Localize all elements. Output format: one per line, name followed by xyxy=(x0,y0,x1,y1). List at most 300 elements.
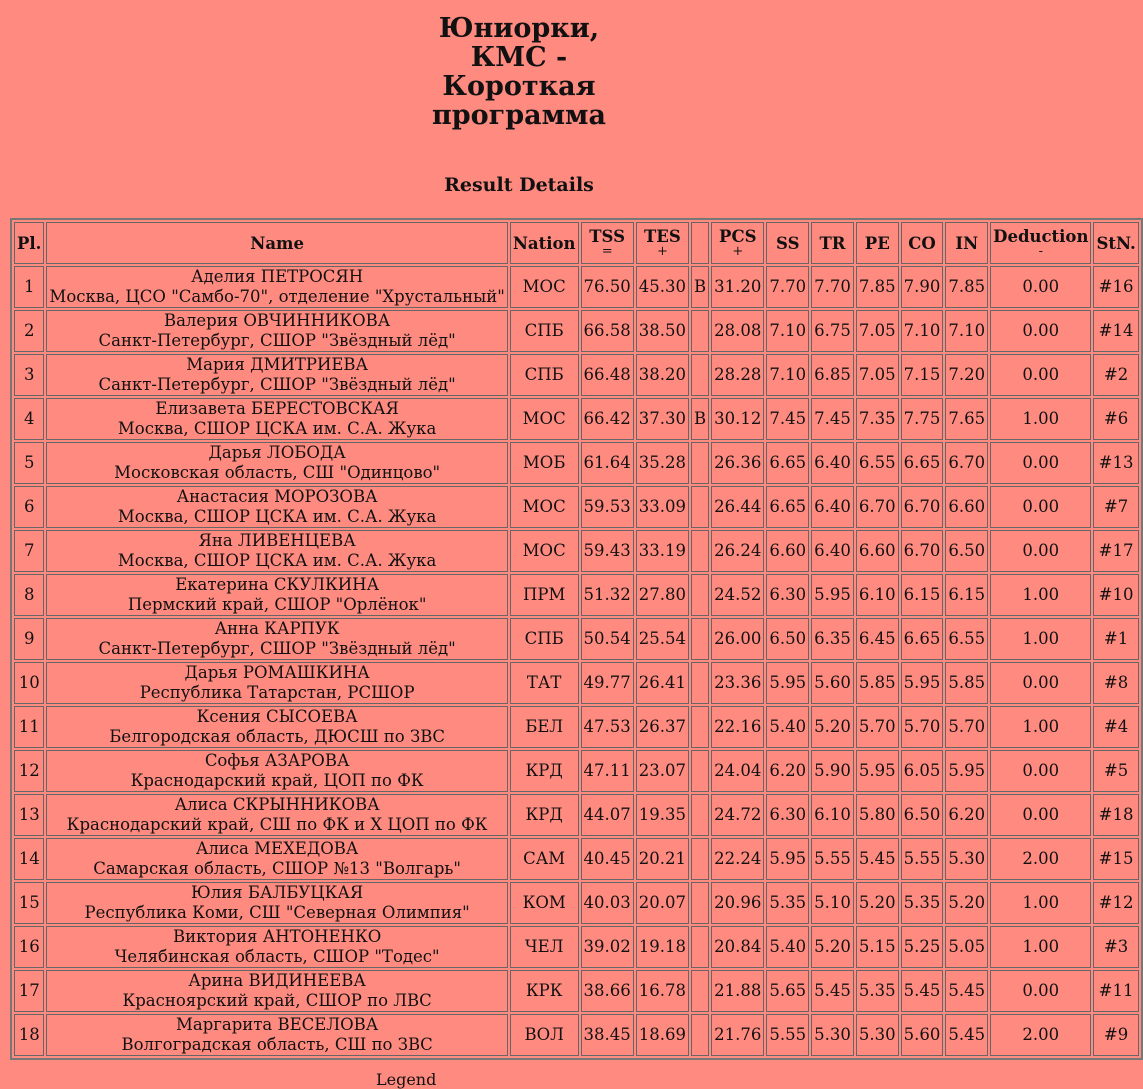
cell-stn: #17 xyxy=(1093,530,1138,572)
cell-nation: МОБ xyxy=(510,442,579,484)
cell-pe: 5.35 xyxy=(856,970,899,1012)
skater-club: Самарская область, СШОР №13 "Волгарь" xyxy=(93,859,461,878)
cell-deduction: 2.00 xyxy=(990,838,1091,880)
cell-tss: 76.50 xyxy=(581,266,634,308)
cell-tr: 6.10 xyxy=(811,794,854,836)
cell-ss: 5.35 xyxy=(766,882,809,924)
cell-pl: 18 xyxy=(14,1014,44,1056)
cell-pe: 7.05 xyxy=(856,354,899,396)
cell-name xyxy=(46,574,507,616)
cell-pcs: 28.28 xyxy=(711,354,764,396)
col-tss: TSS = xyxy=(581,222,634,264)
cell-name xyxy=(46,970,507,1012)
cell-tr: 5.60 xyxy=(811,662,854,704)
cell-co: 6.70 xyxy=(901,530,944,572)
cell-name xyxy=(46,750,507,792)
col-flag xyxy=(691,222,709,264)
skater-name: Екатерина СКУЛКИНА xyxy=(175,575,380,594)
cell-co: 5.70 xyxy=(901,706,944,748)
title-line-4: программа xyxy=(432,100,606,131)
cell-pl: 8 xyxy=(14,574,44,616)
table-row xyxy=(14,574,1139,616)
cell-name xyxy=(46,1014,507,1056)
cell-tes: 23.07 xyxy=(636,750,689,792)
cell-tes: 33.09 xyxy=(636,486,689,528)
cell-name xyxy=(46,882,507,924)
cell-tss: 66.48 xyxy=(581,354,634,396)
col-in: IN xyxy=(945,222,988,264)
table-row xyxy=(14,618,1139,660)
cell-pl: 3 xyxy=(14,354,44,396)
cell-tes: 38.20 xyxy=(636,354,689,396)
cell-tss: 59.53 xyxy=(581,486,634,528)
cell-pcs: 26.00 xyxy=(711,618,764,660)
cell-tes: 26.37 xyxy=(636,706,689,748)
cell-tr: 5.20 xyxy=(811,706,854,748)
cell-pl: 17 xyxy=(14,970,44,1012)
skater-name: Анна КАРПУК xyxy=(214,619,340,638)
cell-deduction: 1.00 xyxy=(990,574,1091,616)
cell-ss: 5.95 xyxy=(766,838,809,880)
cell-pe: 6.60 xyxy=(856,530,899,572)
skater-club: Санкт-Петербург, СШОР "Звёздный лёд" xyxy=(98,331,456,350)
table-row xyxy=(14,970,1139,1012)
cell-deduction: 0.00 xyxy=(990,310,1091,352)
cell-pcs: 28.08 xyxy=(711,310,764,352)
cell-flag xyxy=(691,530,709,572)
cell-tss: 47.11 xyxy=(581,750,634,792)
cell-pe: 5.85 xyxy=(856,662,899,704)
cell-flag xyxy=(691,838,709,880)
cell-nation: КРК xyxy=(510,970,579,1012)
col-deduction: Deduction - xyxy=(990,222,1091,264)
cell-ss: 7.45 xyxy=(766,398,809,440)
cell-stn: #12 xyxy=(1093,882,1138,924)
cell-pe: 6.55 xyxy=(856,442,899,484)
cell-deduction: 0.00 xyxy=(990,750,1091,792)
cell-pl: 15 xyxy=(14,882,44,924)
skater-name: Дарья ЛОБОДА xyxy=(208,443,346,462)
col-name: Name xyxy=(46,222,507,264)
cell-pcs: 24.72 xyxy=(711,794,764,836)
cell-name xyxy=(46,266,507,308)
cell-tr: 6.40 xyxy=(811,486,854,528)
cell-flag: B xyxy=(691,398,709,440)
table-row xyxy=(14,486,1139,528)
cell-ss: 6.50 xyxy=(766,618,809,660)
cell-pl: 1 xyxy=(14,266,44,308)
cell-pe: 5.20 xyxy=(856,882,899,924)
cell-stn: #4 xyxy=(1093,706,1138,748)
cell-pe: 6.10 xyxy=(856,574,899,616)
col-pe: PE xyxy=(856,222,899,264)
cell-tss: 44.07 xyxy=(581,794,634,836)
cell-tr: 5.20 xyxy=(811,926,854,968)
skater-club: Москва, СШОР ЦСКА им. С.А. Жука xyxy=(117,419,437,438)
skater-name: Валерия ОВЧИННИКОВА xyxy=(163,311,391,330)
cell-pe: 7.85 xyxy=(856,266,899,308)
cell-pl: 11 xyxy=(14,706,44,748)
table-header-row xyxy=(14,222,1139,264)
cell-tr: 5.30 xyxy=(811,1014,854,1056)
cell-tss: 47.53 xyxy=(581,706,634,748)
skater-club: Белгородская область, ДЮСШ по ЗВС xyxy=(109,727,445,746)
results-table xyxy=(10,218,1143,1060)
skater-club: Пермский край, СШОР "Орлёнок" xyxy=(127,595,427,614)
cell-pl: 9 xyxy=(14,618,44,660)
cell-in: 6.70 xyxy=(945,442,988,484)
skater-name: Мария ДМИТРИЕВА xyxy=(186,355,369,374)
cell-co: 6.05 xyxy=(901,750,944,792)
cell-pl: 14 xyxy=(14,838,44,880)
skater-name: Алиса МЕХЕДОВА xyxy=(195,839,359,858)
skater-name: Елизавета БЕРЕСТОВСКАЯ xyxy=(155,399,399,418)
cell-in: 6.55 xyxy=(945,618,988,660)
cell-tr: 5.45 xyxy=(811,970,854,1012)
cell-deduction: 0.00 xyxy=(990,442,1091,484)
cell-pl: 6 xyxy=(14,486,44,528)
cell-in: 6.60 xyxy=(945,486,988,528)
cell-flag xyxy=(691,354,709,396)
skater-name: Алиса СКРЫННИКОВА xyxy=(174,795,380,814)
cell-tes: 38.50 xyxy=(636,310,689,352)
cell-nation: КОМ xyxy=(510,882,579,924)
skater-club: Волгоградская область, СШ по ЗВС xyxy=(121,1035,433,1054)
cell-pcs: 26.36 xyxy=(711,442,764,484)
skater-name: Арина ВИДИНЕЕВА xyxy=(188,971,366,990)
cell-ss: 5.55 xyxy=(766,1014,809,1056)
cell-pcs: 20.84 xyxy=(711,926,764,968)
cell-name xyxy=(46,794,507,836)
cell-in: 6.15 xyxy=(945,574,988,616)
cell-co: 7.75 xyxy=(901,398,944,440)
cell-pe: 5.45 xyxy=(856,838,899,880)
skater-name: Анастасия МОРОЗОВА xyxy=(176,487,378,506)
cell-in: 7.65 xyxy=(945,398,988,440)
cell-flag xyxy=(691,794,709,836)
result-details-heading: Result Details xyxy=(444,174,594,196)
cell-pcs: 31.20 xyxy=(711,266,764,308)
cell-flag xyxy=(691,442,709,484)
cell-pcs: 30.12 xyxy=(711,398,764,440)
cell-deduction: 0.00 xyxy=(990,530,1091,572)
cell-stn: #7 xyxy=(1093,486,1138,528)
cell-deduction: 2.00 xyxy=(990,1014,1091,1056)
cell-ss: 7.70 xyxy=(766,266,809,308)
cell-pcs: 26.24 xyxy=(711,530,764,572)
cell-pl: 10 xyxy=(14,662,44,704)
col-pcs: PCS + xyxy=(711,222,764,264)
cell-co: 5.25 xyxy=(901,926,944,968)
cell-tr: 5.10 xyxy=(811,882,854,924)
cell-pe: 5.15 xyxy=(856,926,899,968)
skater-club: Москва, СШОР ЦСКА им. С.А. Жука xyxy=(117,551,437,570)
cell-pe: 6.70 xyxy=(856,486,899,528)
cell-tss: 49.77 xyxy=(581,662,634,704)
cell-stn: #2 xyxy=(1093,354,1138,396)
cell-co: 5.95 xyxy=(901,662,944,704)
cell-nation: КРД xyxy=(510,794,579,836)
cell-pcs: 22.24 xyxy=(711,838,764,880)
cell-flag xyxy=(691,1014,709,1056)
cell-co: 7.15 xyxy=(901,354,944,396)
table-row xyxy=(14,882,1139,924)
cell-tss: 50.54 xyxy=(581,618,634,660)
skater-club: Москва, СШОР ЦСКА им. С.А. Жука xyxy=(117,507,437,526)
cell-flag xyxy=(691,662,709,704)
cell-deduction: 1.00 xyxy=(990,618,1091,660)
cell-name xyxy=(46,662,507,704)
cell-co: 5.60 xyxy=(901,1014,944,1056)
cell-tss: 61.64 xyxy=(581,442,634,484)
cell-name xyxy=(46,618,507,660)
col-pl: Pl. xyxy=(14,222,44,264)
cell-nation: ТАТ xyxy=(510,662,579,704)
cell-flag xyxy=(691,706,709,748)
cell-stn: #15 xyxy=(1093,838,1138,880)
cell-in: 6.50 xyxy=(945,530,988,572)
cell-co: 6.65 xyxy=(901,442,944,484)
table-row xyxy=(14,706,1139,748)
skater-club: Челябинская область, СШОР "Тодес" xyxy=(114,947,440,966)
cell-co: 5.55 xyxy=(901,838,944,880)
table-row xyxy=(14,794,1139,836)
cell-stn: #16 xyxy=(1093,266,1138,308)
cell-in: 5.20 xyxy=(945,882,988,924)
cell-nation: ПРМ xyxy=(510,574,579,616)
cell-ss: 6.20 xyxy=(766,750,809,792)
cell-stn: #9 xyxy=(1093,1014,1138,1056)
cell-tr: 6.35 xyxy=(811,618,854,660)
cell-in: 5.85 xyxy=(945,662,988,704)
cell-co: 7.90 xyxy=(901,266,944,308)
cell-pl: 12 xyxy=(14,750,44,792)
cell-co: 5.35 xyxy=(901,882,944,924)
cell-tr: 5.90 xyxy=(811,750,854,792)
cell-pcs: 20.96 xyxy=(711,882,764,924)
cell-tss: 38.66 xyxy=(581,970,634,1012)
cell-deduction: 1.00 xyxy=(990,398,1091,440)
cell-tes: 20.07 xyxy=(636,882,689,924)
cell-tes: 19.35 xyxy=(636,794,689,836)
cell-ss: 7.10 xyxy=(766,354,809,396)
cell-in: 5.45 xyxy=(945,1014,988,1056)
cell-pcs: 21.88 xyxy=(711,970,764,1012)
cell-stn: #11 xyxy=(1093,970,1138,1012)
cell-tr: 6.75 xyxy=(811,310,854,352)
cell-nation: СПБ xyxy=(510,310,579,352)
cell-in: 5.45 xyxy=(945,970,988,1012)
cell-tss: 59.43 xyxy=(581,530,634,572)
cell-tr: 6.40 xyxy=(811,442,854,484)
cell-pcs: 24.04 xyxy=(711,750,764,792)
cell-pe: 5.95 xyxy=(856,750,899,792)
cell-co: 6.65 xyxy=(901,618,944,660)
skater-club: Санкт-Петербург, СШОР "Звёздный лёд" xyxy=(98,639,456,658)
title-line-2: КМС - xyxy=(470,42,568,73)
cell-deduction: 0.00 xyxy=(990,266,1091,308)
cell-ss: 6.65 xyxy=(766,486,809,528)
cell-pl: 7 xyxy=(14,530,44,572)
cell-nation: МОС xyxy=(510,486,579,528)
skater-club: Красноярский край, СШОР по ЛВС xyxy=(122,991,432,1010)
cell-tr: 6.85 xyxy=(811,354,854,396)
cell-nation: ЧЕЛ xyxy=(510,926,579,968)
cell-tes: 26.41 xyxy=(636,662,689,704)
skater-name: Софья АЗАРОВА xyxy=(204,751,350,770)
cell-flag xyxy=(691,310,709,352)
cell-flag: B xyxy=(691,266,709,308)
col-tr: TR xyxy=(811,222,854,264)
cell-flag xyxy=(691,618,709,660)
col-tes: TES + xyxy=(636,222,689,264)
cell-stn: #18 xyxy=(1093,794,1138,836)
cell-stn: #3 xyxy=(1093,926,1138,968)
cell-ss: 6.30 xyxy=(766,794,809,836)
cell-tr: 6.40 xyxy=(811,530,854,572)
cell-tes: 18.69 xyxy=(636,1014,689,1056)
cell-pe: 7.05 xyxy=(856,310,899,352)
table-row xyxy=(14,266,1139,308)
cell-deduction: 0.00 xyxy=(990,662,1091,704)
cell-pl: 2 xyxy=(14,310,44,352)
cell-pl: 4 xyxy=(14,398,44,440)
col-ss: SS xyxy=(766,222,809,264)
cell-tr: 5.95 xyxy=(811,574,854,616)
cell-co: 6.50 xyxy=(901,794,944,836)
cell-ss: 7.10 xyxy=(766,310,809,352)
cell-pcs: 21.76 xyxy=(711,1014,764,1056)
col-nation: Nation xyxy=(510,222,579,264)
cell-in: 5.95 xyxy=(945,750,988,792)
results-body xyxy=(14,266,1139,1056)
cell-pcs: 22.16 xyxy=(711,706,764,748)
cell-tss: 40.45 xyxy=(581,838,634,880)
cell-deduction: 1.00 xyxy=(990,706,1091,748)
title-line-1: Юниорки, xyxy=(438,13,600,44)
table-row xyxy=(14,1014,1139,1056)
cell-stn: #10 xyxy=(1093,574,1138,616)
cell-ss: 5.40 xyxy=(766,926,809,968)
cell-flag xyxy=(691,970,709,1012)
cell-tes: 16.78 xyxy=(636,970,689,1012)
cell-tes: 33.19 xyxy=(636,530,689,572)
cell-pl: 13 xyxy=(14,794,44,836)
cell-tes: 20.21 xyxy=(636,838,689,880)
skater-club: Санкт-Петербург, СШОР "Звёздный лёд" xyxy=(98,375,456,394)
cell-ss: 5.40 xyxy=(766,706,809,748)
table-row xyxy=(14,926,1139,968)
cell-stn: #14 xyxy=(1093,310,1138,352)
cell-pe: 5.30 xyxy=(856,1014,899,1056)
cell-tes: 19.18 xyxy=(636,926,689,968)
cell-tr: 5.55 xyxy=(811,838,854,880)
skater-name: Аделия ПЕТРОСЯН xyxy=(191,267,364,286)
cell-stn: #5 xyxy=(1093,750,1138,792)
cell-tes: 45.30 xyxy=(636,266,689,308)
table-row xyxy=(14,530,1139,572)
cell-deduction: 1.00 xyxy=(990,926,1091,968)
skater-name: Дарья РОМАШКИНА xyxy=(184,663,370,682)
cell-ss: 5.65 xyxy=(766,970,809,1012)
cell-in: 7.20 xyxy=(945,354,988,396)
cell-in: 7.85 xyxy=(945,266,988,308)
cell-name xyxy=(46,442,507,484)
cell-name xyxy=(46,310,507,352)
cell-ss: 6.30 xyxy=(766,574,809,616)
cell-tss: 51.32 xyxy=(581,574,634,616)
cell-tss: 66.58 xyxy=(581,310,634,352)
cell-pl: 5 xyxy=(14,442,44,484)
skater-name: Виктория АНТОНЕНКО xyxy=(173,927,382,946)
cell-tss: 39.02 xyxy=(581,926,634,968)
skater-club: Республика Коми, СШ "Северная Олимпия" xyxy=(84,903,470,922)
skater-club: Республика Татарстан, РСШОР xyxy=(139,683,415,702)
skater-club: Москва, ЦСО "Самбо-70", отделение "Хрустальный" xyxy=(49,287,505,306)
cell-tes: 37.30 xyxy=(636,398,689,440)
cell-pe: 5.80 xyxy=(856,794,899,836)
cell-ss: 5.95 xyxy=(766,662,809,704)
skater-name: Юлия БАЛБУЦКАЯ xyxy=(191,883,364,902)
cell-name xyxy=(46,530,507,572)
table-row xyxy=(14,838,1139,880)
cell-nation: МОС xyxy=(510,530,579,572)
cell-flag xyxy=(691,882,709,924)
cell-pcs: 23.36 xyxy=(711,662,764,704)
cell-nation: МОС xyxy=(510,398,579,440)
cell-ss: 6.60 xyxy=(766,530,809,572)
table-row xyxy=(14,398,1139,440)
cell-tes: 25.54 xyxy=(636,618,689,660)
table-row xyxy=(14,662,1139,704)
cell-deduction: 0.00 xyxy=(990,794,1091,836)
cell-co: 6.70 xyxy=(901,486,944,528)
cell-deduction: 0.00 xyxy=(990,486,1091,528)
cell-ss: 6.65 xyxy=(766,442,809,484)
cell-in: 5.70 xyxy=(945,706,988,748)
table-row xyxy=(14,750,1139,792)
cell-pcs: 24.52 xyxy=(711,574,764,616)
cell-in: 5.30 xyxy=(945,838,988,880)
cell-tr: 7.45 xyxy=(811,398,854,440)
cell-tss: 40.03 xyxy=(581,882,634,924)
cell-flag xyxy=(691,486,709,528)
cell-in: 5.05 xyxy=(945,926,988,968)
cell-in: 7.10 xyxy=(945,310,988,352)
cell-nation: МОС xyxy=(510,266,579,308)
cell-name xyxy=(46,838,507,880)
cell-deduction: 1.00 xyxy=(990,882,1091,924)
cell-tes: 35.28 xyxy=(636,442,689,484)
cell-co: 7.10 xyxy=(901,310,944,352)
table-row xyxy=(14,310,1139,352)
cell-stn: #13 xyxy=(1093,442,1138,484)
cell-name xyxy=(46,486,507,528)
cell-deduction: 0.00 xyxy=(990,970,1091,1012)
cell-stn: #8 xyxy=(1093,662,1138,704)
cell-tr: 7.70 xyxy=(811,266,854,308)
cell-nation: СПБ xyxy=(510,354,579,396)
cell-tss: 66.42 xyxy=(581,398,634,440)
cell-nation: БЕЛ xyxy=(510,706,579,748)
cell-flag xyxy=(691,926,709,968)
cell-tss: 38.45 xyxy=(581,1014,634,1056)
skater-name: Ксения СЫСОЕВА xyxy=(196,707,358,726)
cell-tes: 27.80 xyxy=(636,574,689,616)
cell-flag xyxy=(691,750,709,792)
cell-nation: КРД xyxy=(510,750,579,792)
skater-name: Яна ЛИВЕНЦЕВА xyxy=(198,531,356,550)
